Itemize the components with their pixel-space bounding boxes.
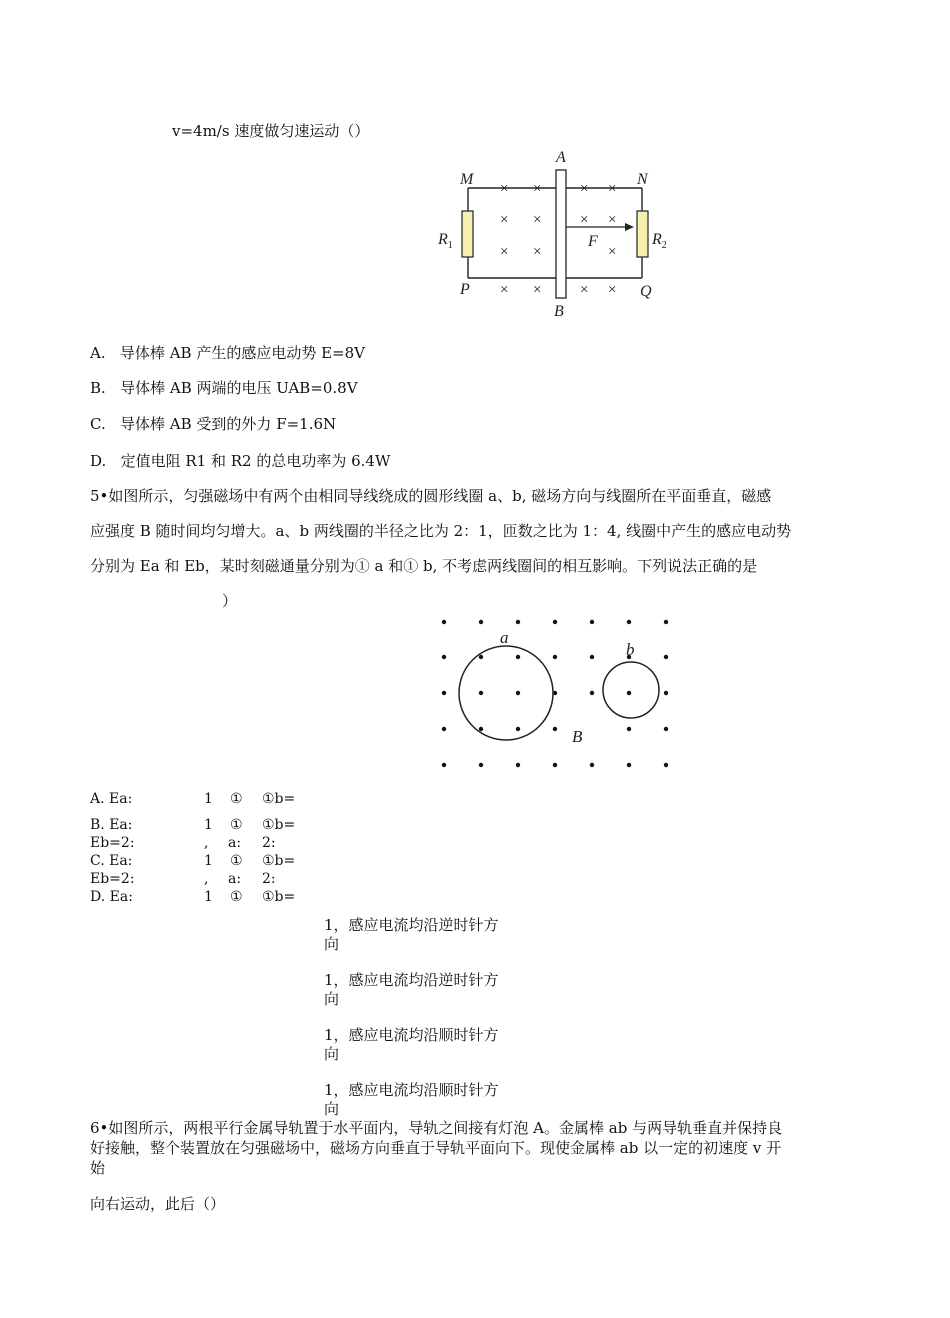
q5-answer-c-l2: 向 [324,1045,340,1063]
q5-line-2: 应强度 B 随时间均匀增大。a、b 两线圈的半径之比为 2：1，匝数之比为 1：4, 线圈中产生的感应电动势 [90,522,792,540]
q4-option-c: C. 导体棒 AB 受到的外力 F=1.6N [90,415,337,433]
svg-text:×: × [500,181,509,197]
grid-c3-r1: ① [230,791,243,807]
grid-c3-r5: a: [228,871,242,887]
q4-option-a: A. 导体棒 AB 产生的感应电动势 E=8V [90,344,365,362]
coil-a [459,646,553,740]
q5-answer-a-l2: 向 [324,935,340,953]
q5-answer-d-l1: 1，感应电流均沿顺时针方 [324,1081,499,1099]
q4-option-b: B. 导体棒 AB 两端的电压 UAB=0.8V [90,379,358,397]
grid-c1-r5: Eb=2: [90,871,135,887]
q6-line-4: 向右运动，此后（） [90,1195,226,1213]
svg-text:×: × [500,244,509,260]
q4-option-d: D. 定值电阻 R1 和 R2 的总电功率为 6.4W [90,452,391,470]
svg-text:×: × [580,212,589,228]
grid-c2-r4: 1 [204,853,213,869]
label-q: Q [640,283,652,300]
circuit-figure [430,146,690,322]
grid-c1-r1: A. Ea: [90,791,133,807]
label-r2: $R_2$ [652,231,667,251]
q5-line-4: ） [222,592,238,610]
coils-figure [430,610,680,780]
label-b: B [554,303,564,320]
grid-c4-r3: 2: [262,835,276,851]
q5-answer-a-l1: 1，感应电流均沿逆时针方 [324,916,499,934]
q5-answer-c-l1: 1，感应电流均沿顺时针方 [324,1026,499,1044]
svg-text:×: × [533,212,542,228]
grid-c1-r2: B. Ea: [90,817,133,833]
grid-c1-r4: C. Ea: [90,853,133,869]
grid-c2-r5: , [204,871,209,887]
q6-line-1: 6•如图所示，两根平行金属导轨置于水平面内，导轨之间接有灯泡 A。金属棒 ab 与两导轨垂直并保持良 [90,1119,783,1137]
rod-ab [556,170,566,298]
grid-c1-r6: D. Ea: [90,889,133,905]
q5-line-3: 分别为 Ea 和 Eb，某时刻磁通量分别为① a 和① b, 不考虑两线圈间的相互影响。下列说法正确的是 [90,557,758,575]
grid-c2-r6: 1 [204,889,213,905]
label-m: M [460,171,474,188]
svg-text:×: × [580,181,589,197]
label-field-b: B [572,727,583,746]
label-n: N [637,171,648,188]
q5-answer-d-l2: 向 [324,1100,340,1118]
grid-c4-r5: 2: [262,871,276,887]
resistor-r1 [462,211,473,257]
intro-line: v=4m/s 速度做匀速运动（） [172,122,370,140]
q6-line-2: 好接触，整个装置放在匀强磁场中，磁场方向垂直于导轨平面向下。现使金属棒 ab 以一定的初速度 v 开 [90,1139,782,1157]
label-f: F [588,233,598,250]
grid-c3-r2: ① [230,817,243,833]
label-coil-a: a [500,628,509,647]
grid-c4-r1: ①b= [262,791,296,807]
svg-text:×: × [533,244,542,260]
grid-c1-r3: Eb=2: [90,835,135,851]
q5-line-1: 5•如图所示，匀强磁场中有两个由相同导线绕成的圆形线圈 a、b, 磁场方向与线圈所在平面垂直，磁感 [90,487,772,505]
svg-text:×: × [608,181,617,197]
grid-c3-r3: a: [228,835,242,851]
coil-b [603,662,659,718]
resistor-r2 [637,211,648,257]
svg-text:×: × [500,282,509,298]
grid-c3-r6: ① [230,889,243,905]
grid-c2-r1: 1 [204,791,213,807]
label-r1: $R_1$ [438,231,453,251]
label-p: P [460,281,470,298]
q6-line-3: 始 [90,1159,106,1177]
q5-answer-b-l2: 向 [324,990,340,1008]
grid-c2-r2: 1 [204,817,213,833]
svg-text:×: × [500,212,509,228]
svg-text:×: × [608,282,617,298]
svg-text:×: × [608,212,617,228]
grid-c4-r2: ①b= [262,817,296,833]
grid-c4-r4: ①b= [262,853,296,869]
grid-c2-r3: , [204,835,209,851]
q5-answer-b-l1: 1，感应电流均沿逆时针方 [324,971,499,989]
svg-text:×: × [533,282,542,298]
grid-c4-r6: ①b= [262,889,296,905]
label-coil-b: b [626,640,635,659]
svg-text:×: × [533,181,542,197]
label-a: A [556,149,566,166]
svg-text:×: × [608,244,617,260]
svg-text:×: × [580,282,589,298]
grid-c3-r4: ① [230,853,243,869]
